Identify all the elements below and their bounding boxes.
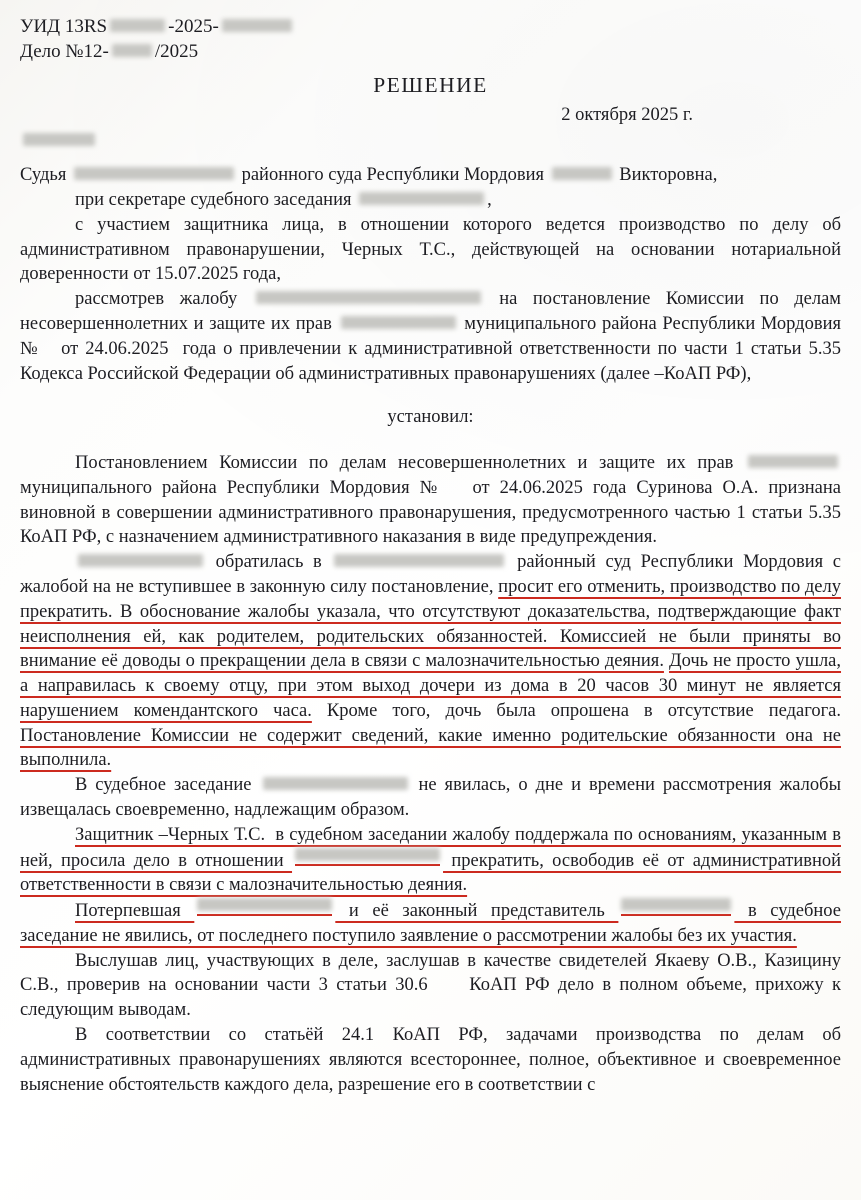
- redacted-text: [552, 167, 612, 180]
- redaction-blur: [295, 848, 440, 861]
- red-underlined-text: Постановление Комиссии не содержит сведений, какие именно родительские обязанности она не выполнила.: [20, 725, 841, 771]
- redaction-blur: [256, 291, 481, 304]
- red-underlined-text: Потерпевшая: [75, 901, 195, 922]
- secretary-paragraph: [20, 188, 841, 213]
- redacted-text: [295, 848, 440, 866]
- redaction-blur: [222, 19, 292, 32]
- redaction-blur: [621, 898, 731, 911]
- document-text: /2025: [154, 41, 199, 63]
- document-text: В соответствии со статьёй 24.1 КоАП РФ, задачами производства по делам об административных правонарушениях являются всестороннее, полное, объективное и своевременное выяснение обстоятельств каждого дела, разрешение его в соответствии с: [20, 1025, 841, 1095]
- redacted-text: [256, 291, 481, 304]
- redaction-blur: [112, 44, 152, 57]
- document-text: РЕШЕНИЕ: [373, 72, 488, 97]
- redacted-text: [74, 167, 234, 180]
- document-title: [20, 71, 841, 100]
- redacted-text: [359, 192, 484, 205]
- red-underlined-text: Дочь не просто ушла, а направилась к своему отцу, при этом выход дочери из дома в 20 часов 30 минут не является нарушением комендантского часа.: [20, 651, 842, 721]
- victim-paragraph: [20, 898, 841, 949]
- judge-paragraph: [20, 163, 841, 188]
- redacted-text: [110, 19, 165, 32]
- redaction-blur: [110, 19, 165, 32]
- document-text: Дело №12-: [20, 41, 109, 63]
- document-text: при секретаре судебного заседания: [75, 190, 357, 211]
- document-text: В судебное заседание: [75, 775, 260, 796]
- redacted-text: [197, 898, 332, 916]
- red-underlined-text: просит его отменить, производство по делу прекратить. В обоснование жалобы указала, что отсутствуют доказательства, подтверждающие факт неисполнения ей, как родителем, родительских обязанностей. Комиссией не были приняты во внимание её доводы о прекращении дела в связи с малозначительностью деяния.: [20, 576, 841, 672]
- document-text: Кроме того, дочь была опрошена в отсутствие педагога.: [311, 700, 841, 721]
- document-text: -2025-: [168, 16, 219, 37]
- redaction-blur: [552, 167, 612, 180]
- document-text: Выслушав лиц, участвующих в деле, заслушав в качестве свидетелей Якаеву О.В., Казицину С.В., проверив на основании части 3 статьи 30.6 КоАП РФ дело в полном объеме, прихожу к следующим выводам.: [20, 950, 841, 1021]
- redaction-blur: [359, 192, 484, 205]
- koap-tasks-paragraph: [20, 1023, 841, 1097]
- document-text: Постановлением Комиссии по делам несовершеннолетних и защите их прав: [75, 453, 745, 474]
- document-text: районного суда Республики Мордовия: [236, 165, 549, 186]
- witnesses-paragraph: [20, 949, 841, 1023]
- red-underlined-text: прекратить, освободив её от административной ответственности в связи с малозначительностью деяния.: [20, 850, 842, 896]
- document-text: с участием защитника лица, в отношении которого ведется производство по делу об административном правонарушении, Черных Т.С., действующей на основании нотариальной доверенности от 15.07.2025 года,: [20, 214, 841, 285]
- date-line: [20, 103, 841, 128]
- document-text: УИД 13RS: [20, 16, 108, 37]
- document-text: муниципального района Республики Мордовия № от 24.06.2025 года Суринова О.А. признана виновной в совершении административного правонарушения, предусмотренного частью 1 статьи 5.35 КоАП РФ, с назначением административного наказания в виде предупреждения.: [20, 477, 841, 548]
- defender-paragraph: [20, 213, 841, 287]
- redaction-blur: [334, 554, 504, 567]
- complaint-intro-paragraph: [20, 287, 841, 386]
- redacted-text: [334, 554, 504, 567]
- redacted-text: [748, 455, 838, 468]
- defender-position-paragraph: [20, 823, 841, 898]
- uid-line: [20, 14, 841, 39]
- document-text: ,: [487, 190, 492, 211]
- red-underlined-text: Защитник –Черных Т.С. в судебном заседании жалобу поддержала по основаниям, указанным в ней, просила дело в отношении: [20, 824, 841, 871]
- redaction-blur: [341, 316, 456, 329]
- document-text: на постановление Комиссии по делам несовершеннолетних и защите их прав: [20, 289, 841, 334]
- redaction-blur: [197, 898, 332, 911]
- redaction-blur: [74, 167, 234, 180]
- absence-paragraph: [20, 773, 841, 823]
- redacted-text: [222, 19, 292, 32]
- red-underlined-text: в судебное заседание не явились, от последнего поступило заявление о рассмотрении жалобы без их участия.: [20, 901, 841, 946]
- redacted-text: [621, 898, 731, 916]
- redaction-blur: [748, 455, 838, 468]
- redacted-text: [112, 44, 152, 57]
- ustanovil-heading: [20, 405, 841, 430]
- redaction-blur: [78, 554, 203, 567]
- redaction-blur: [263, 777, 408, 790]
- redacted-text: [23, 133, 95, 146]
- document-body: [20, 14, 841, 1097]
- ruling-summary-paragraph: [20, 451, 841, 550]
- redacted-text: [78, 554, 203, 567]
- document-text: рассмотрев жалобу: [75, 289, 253, 310]
- red-underlined-text: и её законный представитель: [335, 901, 619, 922]
- redacted-text: [263, 777, 408, 790]
- complaint-arguments-paragraph: [20, 550, 841, 773]
- document-text: муниципального района Республики Мордовия № от 24.06.2025 года о привлечении к административной ответственности по части 1 статьи 5.35 Кодекса Российской Федерации об административных правонарушениях (далее –КоАП РФ),: [20, 313, 841, 384]
- document-text: 2 октября 2025 г.: [561, 104, 693, 125]
- case-number-line: [20, 39, 841, 64]
- place-line: [20, 129, 841, 154]
- redaction-blur: [23, 133, 95, 146]
- document-text: районный суд Республики Мордовия с жалобой на не вступившее в законную силу постановление,: [20, 552, 841, 597]
- document-text: не явилась, о дне и времени рассмотрения жалобы извещалась своевременно, надлежащим образом.: [20, 775, 841, 821]
- document-text: установил:: [387, 407, 474, 428]
- redacted-text: [341, 316, 456, 329]
- document-text: Судья: [20, 165, 71, 186]
- document-text: обратилась в: [206, 552, 332, 573]
- document-text: Викторовна,: [614, 165, 718, 186]
